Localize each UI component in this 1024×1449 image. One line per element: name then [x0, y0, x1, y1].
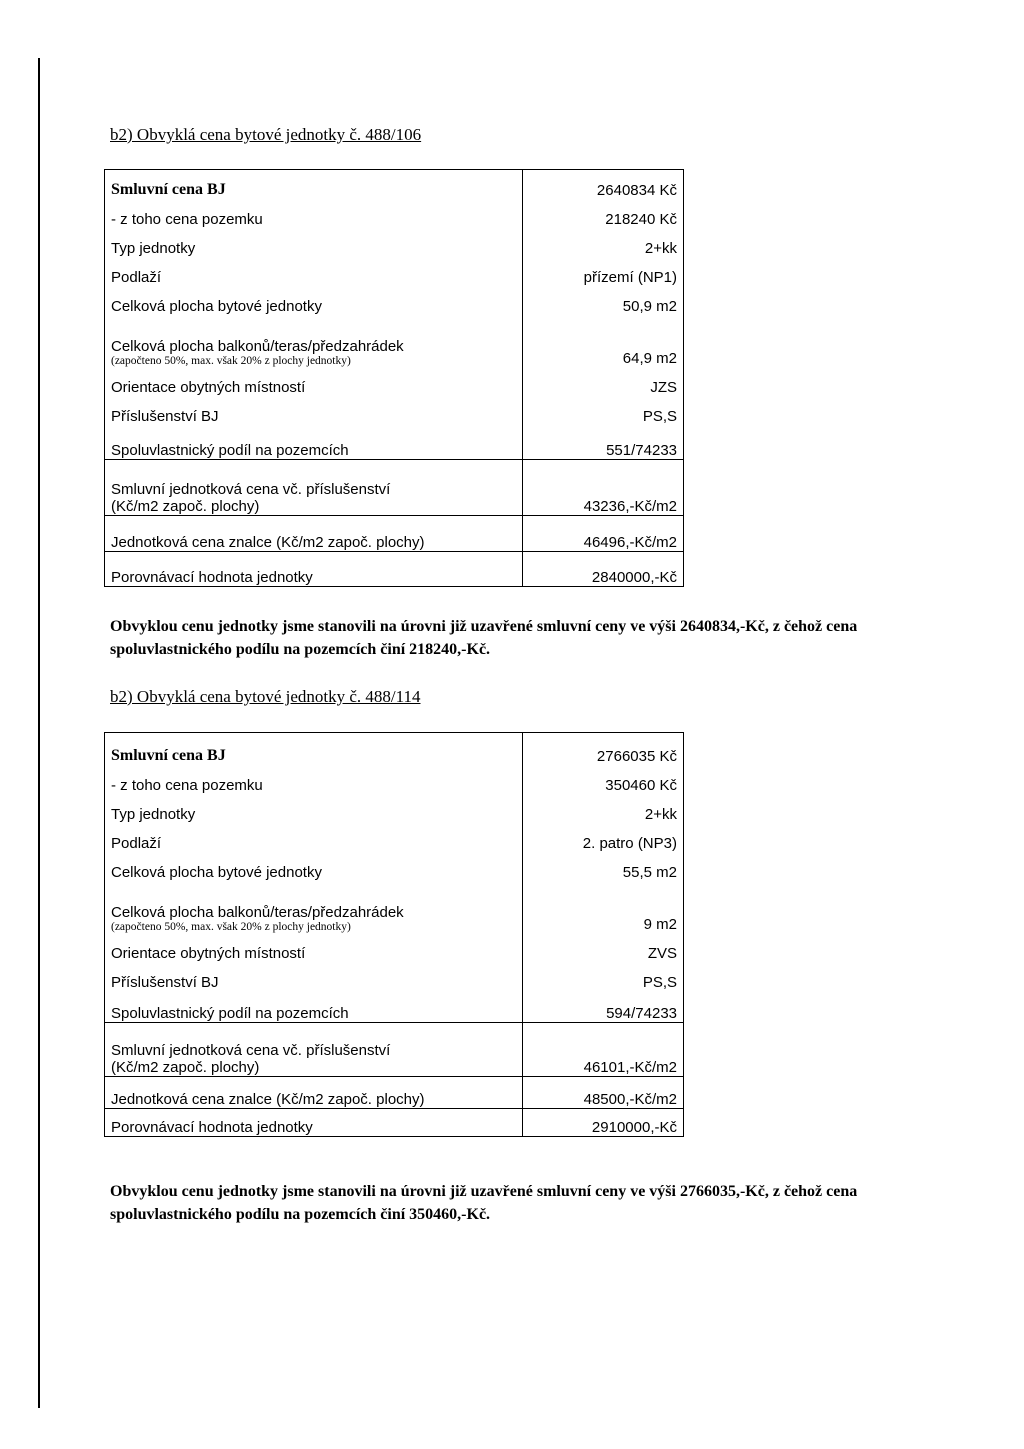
row-value: 64,9 m2 [523, 315, 684, 367]
table-row [105, 794, 684, 823]
row-label: Typ jednotky [105, 228, 523, 257]
row-label: Příslušenství BJ [105, 396, 523, 425]
table-row [105, 286, 684, 315]
row-label: Orientace obytných místností [105, 933, 523, 962]
row-label: Spoluvlastnický podíl na pozemcích [105, 425, 523, 460]
table-row [105, 852, 684, 881]
row-value: 48500,-Kč/m2 [523, 1077, 684, 1109]
row-value: ZVS [523, 933, 684, 962]
table-row [105, 425, 684, 460]
table-row [105, 933, 684, 962]
row-value: 2+kk [523, 794, 684, 823]
table-row [105, 396, 684, 425]
row-value: 2. patro (NP3) [523, 823, 684, 852]
row-value: 46101,-Kč/m2 [523, 1023, 684, 1077]
row-label-cont: (Kč/m2 započ. plochy) [111, 498, 260, 515]
row-label [105, 881, 523, 933]
table-row [105, 460, 684, 516]
row-value: 46496,-Kč/m2 [523, 516, 684, 552]
row-label: - z toho cena pozemku [105, 765, 523, 794]
row-value: PS,S [523, 396, 684, 425]
row-label-main: Celková plocha balkonů/teras/předzahrádek [111, 903, 404, 921]
row-label: Podlaží [105, 257, 523, 286]
table-row [105, 823, 684, 852]
row-label [105, 460, 523, 516]
row-value: 2+kk [523, 228, 684, 257]
row-label: - z toho cena pozemku [105, 199, 523, 228]
row-label: Jednotková cena znalce (Kč/m2 započ. plochy) [105, 516, 523, 552]
table-row [105, 765, 684, 794]
table-row [105, 1077, 684, 1109]
table-row [105, 367, 684, 396]
row-label: Orientace obytných místností [105, 367, 523, 396]
table-row [105, 552, 684, 587]
row-value: 2640834 Kč [523, 170, 684, 199]
row-label: Porovnávací hodnota jednotky [105, 552, 523, 587]
conclusion-paragraph: Obvyklou cenu jednotky jsme stanovili na úrovni již uzavřené smluvní ceny ve výši 2640834,-Kč, z čehož cena spoluvlastnického podílu na pozemcích činí 218240,-Kč. [110, 618, 858, 658]
row-label-cont: (Kč/m2 započ. plochy) [111, 1059, 260, 1076]
table-row [105, 1023, 684, 1077]
row-value: 55,5 m2 [523, 852, 684, 881]
row-label: Spoluvlastnický podíl na pozemcích [105, 991, 523, 1023]
row-value: 50,9 m2 [523, 286, 684, 315]
row-value: PS,S [523, 962, 684, 991]
row-label: Smluvní cena BJ [105, 733, 523, 765]
row-label-main: Celková plocha balkonů/teras/předzahrádek [111, 337, 404, 355]
row-label-main: Smluvní jednotková cena vč. příslušenství [111, 1042, 391, 1059]
row-label: Celková plocha bytové jednotky [105, 852, 523, 881]
section-heading: b2) Obvyklá cena bytové jednotky č. 488/114 [110, 687, 421, 706]
row-value: JZS [523, 367, 684, 396]
table-row [105, 881, 684, 933]
row-label: Příslušenství BJ [105, 962, 523, 991]
row-value: 43236,-Kč/m2 [523, 460, 684, 516]
row-value: 2910000,-Kč [523, 1109, 684, 1137]
row-label-note: (započteno 50%, max. však 20% z plochy jednotky) [111, 920, 351, 933]
table-row [105, 199, 684, 228]
table-row [105, 962, 684, 991]
section-heading: b2) Obvyklá cena bytové jednotky č. 488/106 [110, 125, 422, 144]
row-label: Celková plocha bytové jednotky [105, 286, 523, 315]
table-row [105, 516, 684, 552]
price-table-488-114 [104, 732, 684, 1137]
row-value: 218240 Kč [523, 199, 684, 228]
table-row [105, 315, 684, 367]
row-label: Podlaží [105, 823, 523, 852]
row-label [105, 1023, 523, 1077]
left-margin-line [38, 58, 40, 1408]
row-value: 551/74233 [523, 425, 684, 460]
row-label-note: (započteno 50%, max. však 20% z plochy jednotky) [111, 354, 351, 367]
table-row [105, 257, 684, 286]
row-label: Jednotková cena znalce (Kč/m2 započ. plochy) [105, 1077, 523, 1109]
table-row [105, 1109, 684, 1137]
row-value: 350460 Kč [523, 765, 684, 794]
table-row [105, 228, 684, 257]
row-label-main: Smluvní jednotková cena vč. příslušenství [111, 481, 391, 498]
row-label [105, 315, 523, 367]
table-row [105, 733, 684, 765]
table-row [105, 991, 684, 1023]
table-row [105, 170, 684, 199]
row-label: Typ jednotky [105, 794, 523, 823]
row-value: 594/74233 [523, 991, 684, 1023]
row-label: Smluvní cena BJ [105, 170, 523, 199]
row-value: přízemí (NP1) [523, 257, 684, 286]
row-value: 2766035 Kč [523, 733, 684, 765]
row-value: 9 m2 [523, 881, 684, 933]
price-table-488-106 [104, 169, 684, 587]
row-label: Porovnávací hodnota jednotky [105, 1109, 523, 1137]
conclusion-paragraph: Obvyklou cenu jednotky jsme stanovili na úrovni již uzavřené smluvní ceny ve výši 2766035,-Kč, z čehož cena spoluvlastnického podílu na pozemcích činí 350460,-Kč. [110, 1183, 858, 1223]
row-value: 2840000,-Kč [523, 552, 684, 587]
